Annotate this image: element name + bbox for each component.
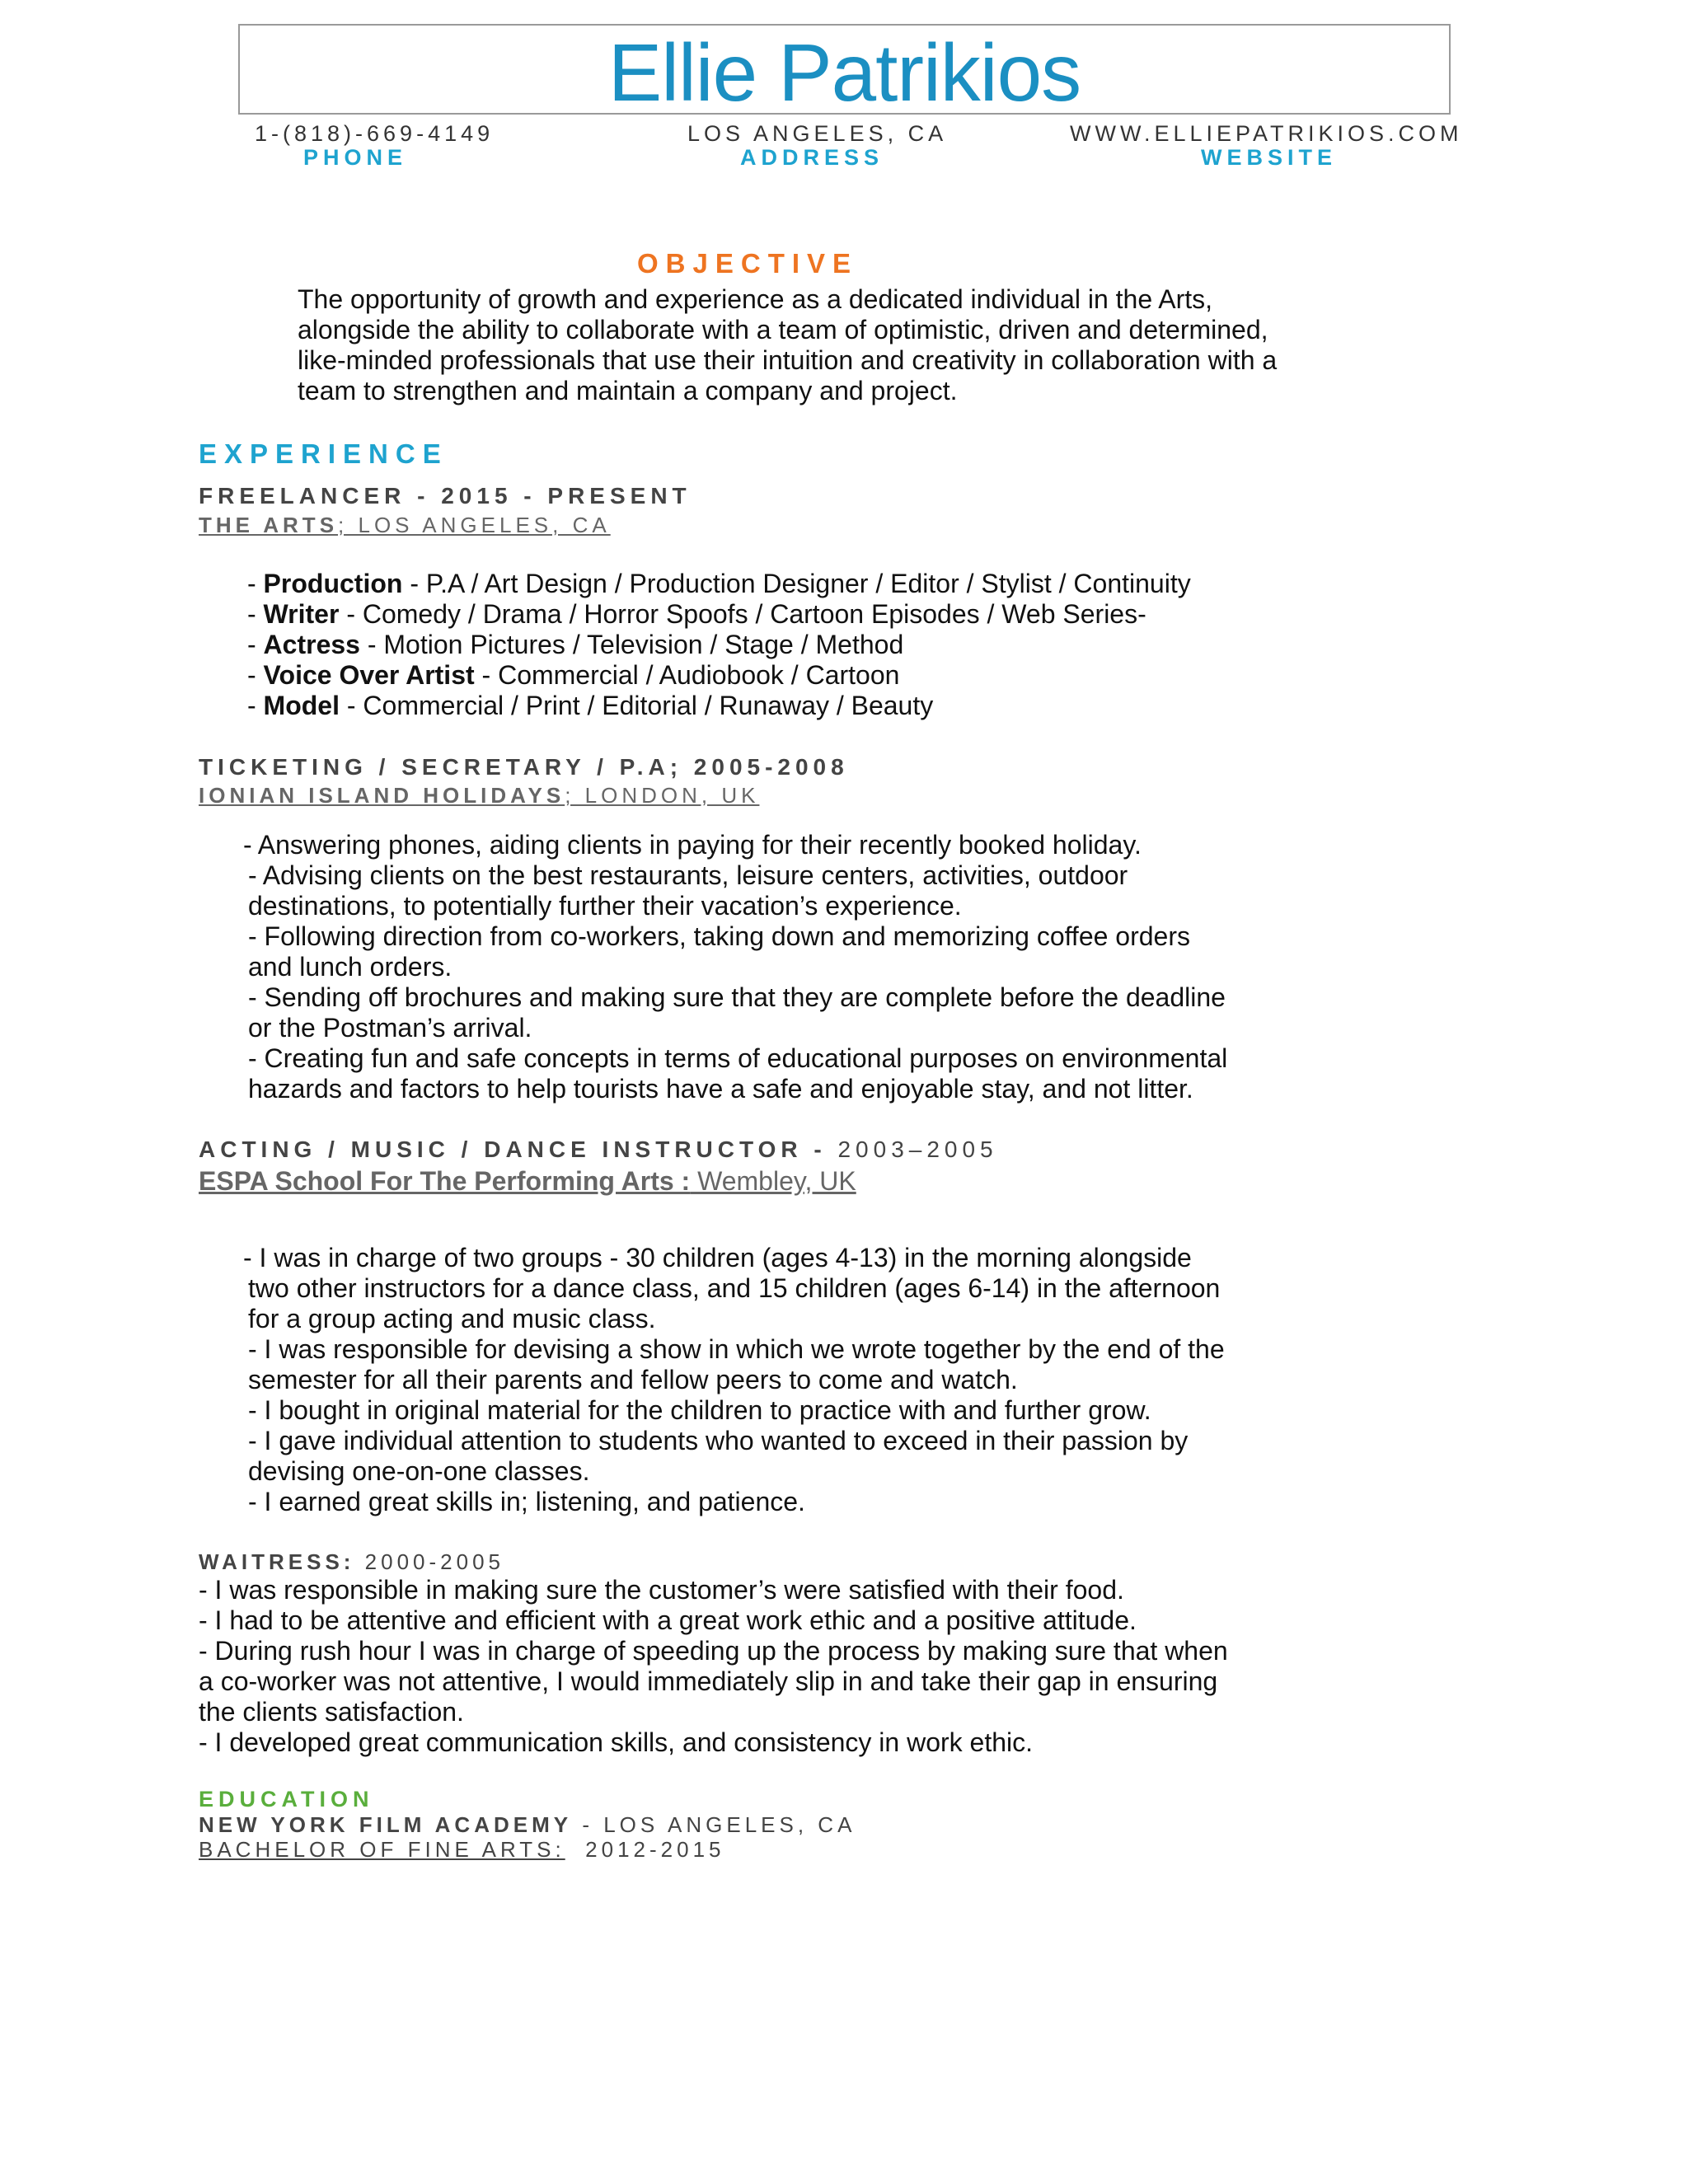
list-item: - Sending off brochures and making sure that they are complete before the deadline <box>248 982 1226 1012</box>
list-item: - I was in charge of two groups - 30 children (ages 4-13) in the morning alongside <box>243 1243 1192 1272</box>
list-item: - Creating fun and safe concepts in terms of educational purposes on environmental <box>248 1043 1228 1073</box>
job-title-instructor: ACTING / MUSIC / DANCE INSTRUCTOR - 2003–2005 <box>199 1137 998 1162</box>
job-title-waitress: WAITRESS: 2000-2005 <box>199 1549 505 1574</box>
list-item: - Actress - Motion Pictures / Television / Stage / Method <box>247 630 904 659</box>
candidate-name: Ellie Patrikios <box>607 27 1081 118</box>
list-item: - During rush hour I was in charge of speeding up the process by making sure that when <box>199 1636 1228 1666</box>
employer-name: ESPA School For The Performing Arts : <box>199 1166 691 1196</box>
list-item: - Advising clients on the best restaurants, leisure centers, activities, outdoor <box>248 860 1128 890</box>
employer-name: THE ARTS <box>199 513 339 537</box>
list-item: - Model - Commercial / Print / Editorial / Runaway / Beauty <box>247 691 934 720</box>
list-item: a co-worker was not attentive, I would immediately slip in and take their gap in ensuring <box>199 1666 1218 1696</box>
phone-value: 1-(818)-669-4149 <box>255 121 495 146</box>
list-item: - I developed great communication skills, and consistency in work ethic. <box>199 1727 1034 1757</box>
employer-location: ; LONDON, UK <box>565 783 760 808</box>
list-item: - Writer - Comedy / Drama / Horror Spoofs / Cartoon Episodes / Web Series- <box>247 599 1146 629</box>
employer-the-arts <box>199 513 611 538</box>
list-item: or the Postman’s arrival. <box>248 1013 532 1043</box>
website-value: WWW.ELLIEPATRIKIOS.COM <box>1070 121 1463 146</box>
experience-heading: EXPERIENCE <box>199 438 448 469</box>
ticketing-duties <box>243 830 1228 1104</box>
freelancer-roles-list <box>247 569 1191 721</box>
job-title-ticketing: TICKETING / SECRETARY / P.A; 2005-2008 <box>199 754 849 780</box>
list-item: - I earned great skills in; listening, and patience. <box>248 1487 805 1516</box>
list-item: - I gave individual attention to students who wanted to exceed in their passion by <box>248 1426 1189 1455</box>
address-label: ADDRESS <box>740 145 884 170</box>
objective-text: The opportunity of growth and experience as a dedicated individual in the Arts, alongside the ability to collaborate with a team of optimistic, driven and determined, like-minded professionals that use their intuition and creativity in collaboration with a team to strengthen and maintain a company and project. <box>298 284 1278 405</box>
job-title-freelancer: FREELANCER - 2015 - PRESENT <box>199 483 692 509</box>
education-heading: EDUCATION <box>199 1787 374 1811</box>
website-label: WEBSITE <box>1201 145 1338 170</box>
employer-location: Wembley, UK <box>690 1166 856 1196</box>
list-item: - Production - P.A / Art Design / Production Designer / Editor / Stylist / Continuity <box>247 569 1191 598</box>
list-item: devising one-on-one classes. <box>248 1456 590 1486</box>
phone-label: PHONE <box>303 145 408 170</box>
list-item: - Following direction from co-workers, taking down and memorizing coffee orders <box>248 921 1190 951</box>
list-item: - I bought in original material for the children to practice with and further grow. <box>248 1395 1151 1425</box>
list-item: - I was responsible for devising a show in which we wrote together by the end of the <box>248 1334 1225 1364</box>
list-item: - I had to be attentive and efficient with a great work ethic and a positive attitude. <box>199 1605 1137 1635</box>
address-value: LOS ANGELES, CA <box>687 121 948 146</box>
list-item: the clients satisfaction. <box>199 1697 464 1727</box>
list-item: for a group acting and music class. <box>248 1304 656 1333</box>
list-item: hazards and factors to help tourists have a safe and enjoyable stay, and not litter. <box>248 1074 1193 1104</box>
list-item: - Voice Over Artist - Commercial / Audiobook / Cartoon <box>247 660 900 690</box>
list-item: - Answering phones, aiding clients in paying for their recently booked holiday. <box>243 830 1142 860</box>
list-item: semester for all their parents and fellow peers to come and watch. <box>248 1365 1018 1394</box>
employer-espa <box>199 1166 856 1197</box>
waitress-duties <box>199 1575 1228 1758</box>
instructor-duties <box>243 1243 1225 1517</box>
list-item: two other instructors for a dance class, and 15 children (ages 6-14) in the afternoon <box>248 1273 1221 1303</box>
employer-name: IONIAN ISLAND HOLIDAYS <box>199 783 565 808</box>
education-school: NEW YORK FILM ACADEMY - LOS ANGELES, CA <box>199 1812 856 1837</box>
list-item: and lunch orders. <box>248 952 452 982</box>
employer-location: ; LOS ANGELES, CA <box>338 513 611 537</box>
objective-heading: OBJECTIVE <box>637 248 859 279</box>
list-item: destinations, to potentially further their vacation’s experience. <box>248 891 962 921</box>
employer-ionian <box>199 783 759 808</box>
education-degree: BACHELOR OF FINE ARTS: 2012-2015 <box>199 1837 725 1862</box>
list-item: - I was responsible in making sure the customer’s were satisfied with their food. <box>199 1575 1124 1605</box>
